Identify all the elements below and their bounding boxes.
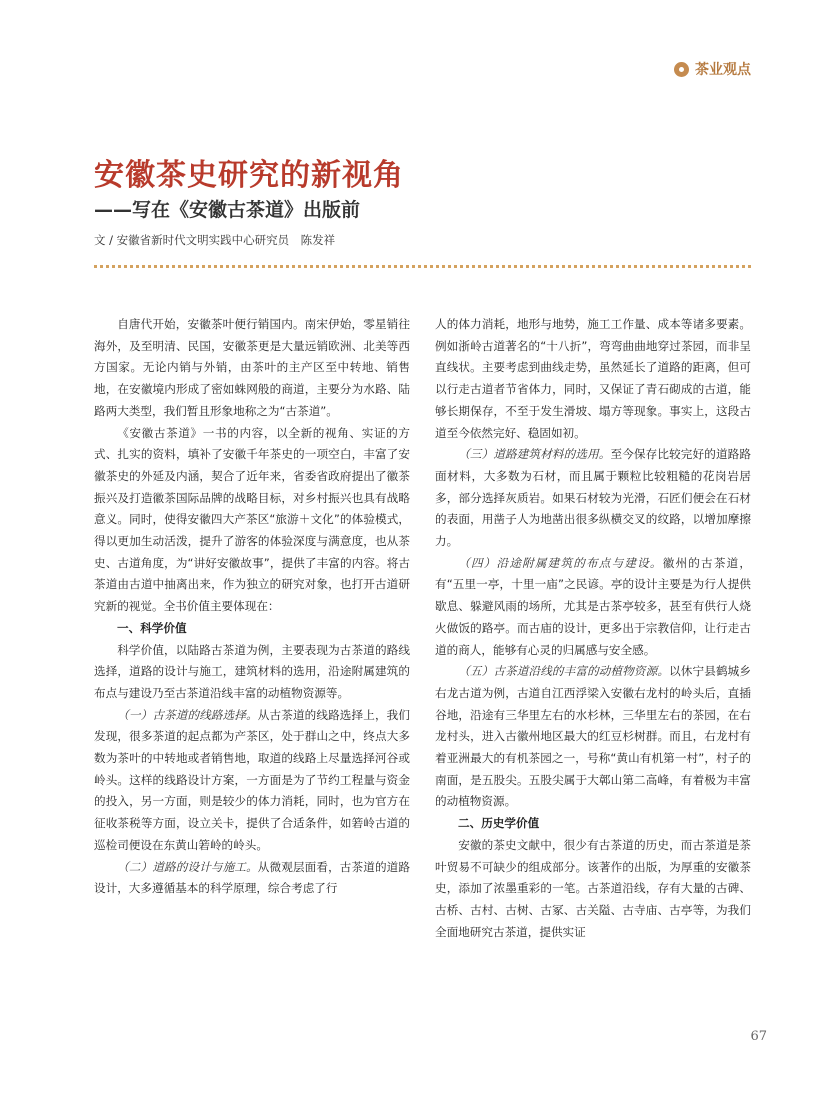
heading-historical-value: 二、历史学价值 <box>458 816 540 831</box>
buildings-text: 徽州的古茶道，有“五里一亭，十里一庙”之民谚。亭的设计主要是为行人提供歇息、躲避风雨的场所，尤其是古茶亭较多，甚至有供行人烧火做饭的路亭。而古庙的设计，更多出于宗教信仰，让行走古道的商人，能够有心灵的归属感与安全感。 <box>435 555 751 657</box>
subheading-buildings: （四）沿途附属建筑的布点与建设。 <box>458 555 663 570</box>
materials-text: 至今保存比较完好的道路路面材料，大多数为石材，而且属于颗粒比较粗糙的花岗岩居多，部分选择灰质岩。如果石材较为光滑，石匠们便会在石材的表面，用凿子人为地凿出很多纵横交叉的纹路，以增加摩擦力。 <box>435 447 751 549</box>
right-column <box>435 314 751 943</box>
subheading-route-selection: （一）古茶道的线路选择。 <box>117 707 258 722</box>
dotted-divider <box>94 265 751 268</box>
subheading-road-design: （二）道路的设计与施工。 <box>117 859 258 874</box>
paragraph-intro: 自唐代开始，安徽茶叶便行销国内。南宋伊始，零星销往海外，及至明清、民国，安徽茶更是大量远销欧洲、北美等西方国家。无论内销与外销，由茶叶的主产区至中转地、销售地，在安徽境内形成了密如蛛网般的商道，主要分为水路、陆路两大类型，我们暂且形象地称之为“古茶道”。 <box>94 317 410 418</box>
article-subtitle: ——写在《安徽古茶道》出版前 <box>94 199 361 221</box>
paragraph-buildings <box>435 553 751 662</box>
article-title: 安徽茶史研究的新视角 <box>94 158 404 193</box>
page-number: 67 <box>750 1029 767 1044</box>
flora-fauna-text: 以休宁县鹤城乡右龙古道为例，古道自江西浮梁入安徽右龙村的岭头后，直插谷地，沿途有三华里左右的水杉林，三华里左右的茶园，在右龙村头，进入古徽州地区最大的红豆杉树群。而且，右龙村有着亚洲最大的有机茶园之一，号称“黄山有机第一村”，村子的南面，是五股尖。五股尖属于大鄣山第二高峰，有着极为丰富的动植物资源。 <box>435 664 751 809</box>
paragraph-flora-fauna <box>435 661 751 813</box>
road-design-text: 从微观层面看，古茶道的道路设计，大多遵循基本的科学原理，综合考虑了行 <box>94 859 410 896</box>
paragraph-scientific-value: 科学价值，以陆路古茶道为例，主要表现为古茶道的路线选择，道路的设计与施工，建筑材料的选用，沿途附属建筑的布点与建设乃至古茶道沿线丰富的动植物资源等。 <box>94 642 410 700</box>
section-tag-label: 茶业观点 <box>695 62 751 78</box>
paragraph-book-content: 《安徽古茶道》一书的内容，以全新的视角、实证的方式、扎实的资料，填补了安徽千年茶史的一项空白，丰富了安徽茶史的外延及内涵，契合了近年来，省委省政府提出了徽茶振兴及打造徽茶国际品牌的战略目标，对乡村振兴也具有战略意义。同时，使得安徽四大产茶区“旅游＋文化”的体验模式，得以更加生动活泼，提升了游客的体验深度与满意度，也从茶史、古道角度，为“讲好安徽故事”，提供了丰富的内容。将古茶道由古道中抽离出来，作为独立的研究对象，也打开古道研究新的视觉。全书价值主要体现在： <box>94 425 410 614</box>
paragraph-materials <box>435 444 751 553</box>
author-byline: 文 / 安徽省新时代文明实践中心研究员 陈发祥 <box>94 233 336 247</box>
subheading-materials: （三）道路建筑材料的选用。 <box>458 447 611 462</box>
section-tag <box>674 59 751 79</box>
left-column <box>94 314 410 900</box>
paragraph-road-design <box>94 857 410 900</box>
circle-bullet-icon <box>674 62 689 77</box>
heading-scientific-value: 一、科学价值 <box>117 620 187 635</box>
subheading-flora-fauna: （五）古茶道沿线的丰富的动植物资源。 <box>458 664 670 679</box>
paragraph-historical-value: 安徽的茶史文献中，很少有古茶道的历史，而古茶道是茶叶贸易不可缺少的组成部分。该著作的出版，为厚重的安徽茶史，添加了浓墨重彩的一笔。古茶道沿线，存有大量的古碑、古桥、古村、古树、古冢、古关隘、古寺庙、古亭等，为我们全面地研究古茶道，提供实证 <box>435 837 751 939</box>
route-selection-text: 从古茶道的线路选择上，我们发现，很多茶道的起点都为产茶区，处于群山之中，终点大多数为茶叶的中转地或者销售地，取道的线路上尽量选择河谷或岭头。这样的线路设计方案，一方面是为了节约工程量与资金的投入，另一方面，则是较少的体力消耗，同时，也为官方在征收茶税等方面，设立关卡，提供了合适条件，如箬岭古道的巡检司便设在东黄山箬岭的岭头。 <box>94 707 410 852</box>
paragraph-route-selection <box>94 705 410 857</box>
paragraph-road-design-continued: 人的体力消耗，地形与地势，施工工作量、成本等诸多要素。例如浙岭古道著名的“十八折”，弯弯曲曲地穿过茶园，而非呈直线状。主要考虑到曲线走势，虽然延长了道路的距离，但可以行走古道者节省体力，同时，又保证了青石砌成的古道，能够长期保存，不至于发生滑坡、塌方等现象。事实上，这段古道至今依然完好、稳固如初。 <box>435 317 751 440</box>
